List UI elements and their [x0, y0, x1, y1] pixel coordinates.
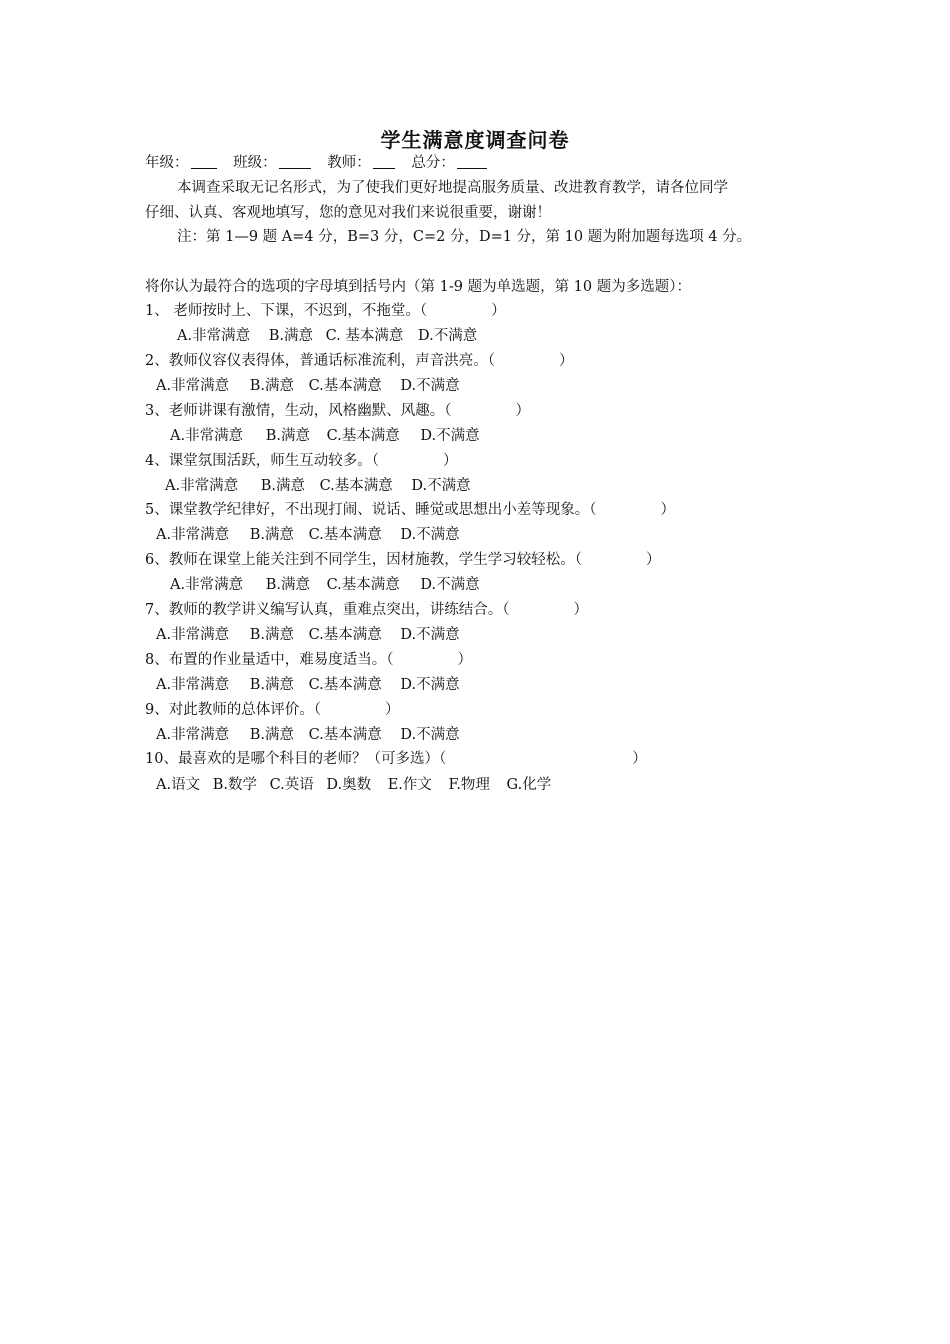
option: A.非常满意 — [156, 627, 230, 643]
option: A.非常满意 — [170, 577, 244, 593]
option: B.数学 — [212, 777, 257, 793]
question-text: 4、课堂氛围活跃，师生互动较多。（ — [145, 453, 379, 469]
option: C.基本满意 — [308, 527, 382, 543]
option: A.非常满意 — [177, 328, 251, 344]
question-text: 8、布置的作业量适中，难易度适当。（ — [145, 652, 394, 668]
option: C.英语 — [269, 777, 314, 793]
option: B.满意 — [260, 478, 305, 494]
option: A.非常满意 — [156, 677, 230, 693]
option: B.满意 — [268, 328, 313, 344]
question-text: 6、教师在课堂上能关注到不同学生，因材施教，学生学习较轻松。（ — [145, 552, 582, 568]
option: C. 基本满意 — [325, 328, 404, 344]
option: D.不满意 — [400, 677, 460, 693]
options-8 — [156, 675, 460, 695]
option: C.基本满意 — [308, 677, 382, 693]
question-6 — [145, 550, 660, 570]
answer-close: ） — [632, 751, 647, 767]
option: C.基本满意 — [319, 478, 393, 494]
answer-close: ） — [573, 602, 588, 618]
class-label: 班级： — [233, 155, 277, 171]
question-text: 3、老师讲课有激情，生动，风格幽默、风趣。（ — [145, 403, 452, 419]
option: F.物理 — [448, 777, 490, 793]
page-title: 学生满意度调查问卷 — [380, 128, 570, 152]
option: C.基本满意 — [326, 428, 400, 444]
options-3 — [170, 426, 480, 446]
option: C.基本满意 — [308, 727, 382, 743]
question-text: 5、课堂教学纪律好，不出现打闹、说话、睡觉或思想出小差等现象。（ — [145, 502, 597, 518]
question-3 — [145, 401, 530, 421]
option: A.非常满意 — [165, 478, 239, 494]
option: C.基本满意 — [326, 577, 400, 593]
answer-close: ） — [384, 702, 400, 718]
options-7 — [156, 625, 460, 645]
answer-close: ） — [491, 303, 506, 319]
total-blank[interactable] — [457, 154, 487, 169]
question-2 — [145, 351, 573, 371]
options-6 — [170, 575, 480, 595]
options-9 — [156, 725, 460, 745]
question-text: 9、对此教师的总体评价。（ — [145, 702, 321, 718]
option: A.非常满意 — [156, 527, 230, 543]
answer-close: ） — [442, 453, 458, 469]
question-7 — [145, 600, 588, 620]
answer-close: ） — [558, 353, 574, 369]
teacher-label: 教师： — [327, 155, 371, 171]
option: D.不满意 — [400, 727, 460, 743]
class-blank[interactable] — [279, 154, 311, 169]
option: D.不满意 — [400, 627, 460, 643]
question-10 — [145, 749, 647, 769]
total-label: 总分： — [411, 155, 455, 171]
options-5 — [156, 525, 460, 545]
option: A.语文 — [156, 777, 201, 793]
answer-close: ） — [645, 552, 661, 568]
option: B.满意 — [249, 527, 294, 543]
option: C.基本满意 — [308, 627, 382, 643]
intro-line-2: 仔细、认真、客观地填写，您的意见对我们来说很重要，谢谢！ — [145, 205, 551, 221]
question-5 — [145, 500, 675, 520]
option: C.基本满意 — [308, 378, 382, 394]
answer-close: ） — [457, 652, 472, 668]
options-2 — [156, 376, 460, 396]
intro-line-1: 本调查采取无记名形式，为了使我们更好地提高服务质量、改进教育教学，请各位同学 — [177, 180, 728, 196]
option: B.满意 — [249, 677, 294, 693]
question-9 — [145, 700, 399, 720]
question-text: 2、教师仪容仪表得体，普通话标准流利，声音洪亮。（ — [145, 353, 495, 369]
question-8 — [145, 650, 472, 670]
grade-label: 年级： — [145, 155, 189, 171]
option: D.不满意 — [417, 328, 478, 344]
option: A.非常满意 — [156, 378, 230, 394]
grade-blank[interactable] — [191, 154, 217, 169]
option: B.满意 — [265, 428, 310, 444]
question-1 — [145, 301, 506, 321]
option: G.化学 — [506, 777, 552, 793]
option: B.满意 — [265, 577, 310, 593]
option: B.满意 — [249, 627, 294, 643]
answer-close: ） — [660, 502, 675, 518]
option: D.不满意 — [411, 478, 471, 494]
header-fields — [145, 153, 489, 173]
option: E.作文 — [387, 777, 432, 793]
option: D.奥数 — [326, 777, 372, 793]
option: B.满意 — [249, 727, 294, 743]
option: D.不满意 — [420, 577, 480, 593]
instruction: 将你认为最符合的选项的字母填到括号内（第 1-9 题为单选题，第 10 题为多选题）： — [145, 279, 691, 295]
question-4 — [145, 451, 457, 471]
teacher-blank[interactable] — [373, 154, 395, 169]
question-text: 7、教师的教学讲义编写认真，重难点突出，讲练结合。（ — [145, 602, 510, 618]
option: D.不满意 — [400, 378, 460, 394]
scoring-note: 注：第 1—9 题 A=4 分，B=3 分，C=2 分，D=1 分，第 10 题为附加题每选项 4 分。 — [177, 229, 752, 245]
option: A.非常满意 — [156, 727, 230, 743]
option: D.不满意 — [420, 428, 480, 444]
options-1 — [177, 326, 477, 346]
option: A.非常满意 — [170, 428, 244, 444]
option: D.不满意 — [400, 527, 460, 543]
option: B.满意 — [249, 378, 294, 394]
question-text: 10、最喜欢的是哪个科目的老师？（可多选）（ — [145, 751, 447, 767]
answer-close: ） — [515, 403, 530, 419]
options-10 — [156, 775, 551, 795]
options-4 — [165, 476, 471, 496]
question-text: 1、 老师按时上、下课，不迟到，不拖堂。（ — [145, 303, 428, 319]
